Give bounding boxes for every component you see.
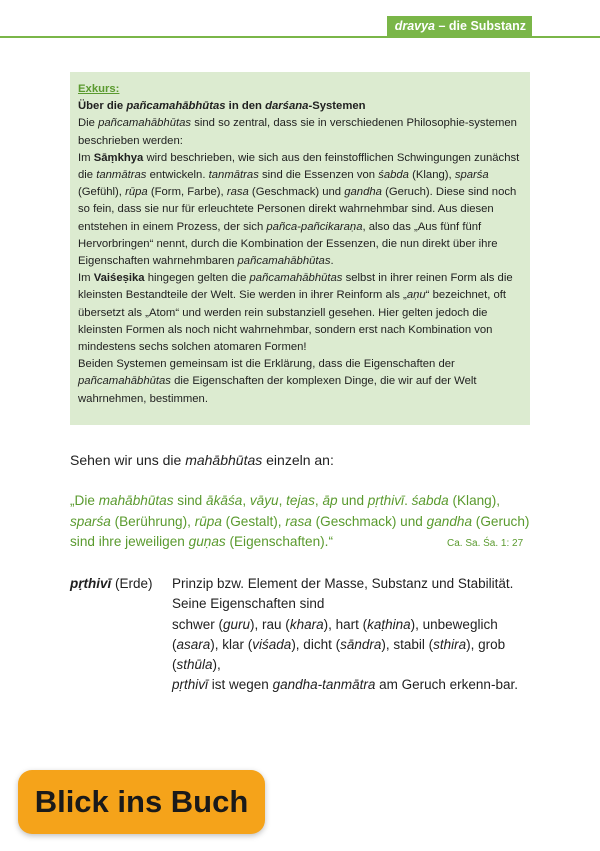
exkurs-paragraph-samkhya: Im Sāṃkhya wird beschrieben, wie sich aus den feinstofflichen Schwingungen zunächst die tanmātras entwickeln. tanmātras sind die Essenzen von śabda (Klang), sparśa (Gefühl), rūpa (Form, Farbe), rasa (Geschmack) und gandha (Geruch). Diese sind noch so fein, dass sie nur für erleuchtete Personen direkt wahrnehmbar sind. Aus diesen entstehen in einem Prozess, der sich pañca-pañcikaraṇa, also das „Aus fünf fünf Hervorbringen“ nennt, durch die Kombination der Essenzen, die nun direkt über ihre Eigenschaften wahrnehmbaren pañcamahābhūtas. xyxy=(78,151,520,268)
entry-definition: Prinzip bzw. Element der Masse, Substanz und Stabilität. Seine Eigenschaften sind schwer (guru), rau (khara), hart (kaṭhina), unbeweglich (asara), klar (viśada), dicht (sāndra), stabil (sthira), grob (sthūla), pṛthivī ist wegen gandha-tanmātra am Geruch erkenn-bar. xyxy=(172,576,518,693)
entry-term: pṛthivī (Erde) xyxy=(70,576,153,591)
header-term: dravya xyxy=(394,19,435,33)
exkurs-paragraph-1: Die pañcamahābhūtas sind so zentral, dass sie in verschiedenen Philosophie-systemen beschrieben werden: xyxy=(78,117,517,147)
exkurs-heading: Über die pañcamahābhūtas in den darśana-Systemen xyxy=(78,100,366,113)
header-rule xyxy=(0,36,600,38)
quotation: „Die mahābhūtas sind ākāśa, vāyu, tejas, āp und pṛthivī. śabda (Klang), sparśa (Berührung), rūpa (Gestalt), rasa (Geschmack) und gandha (Geruch) sind ihre jeweiligen guṇas (Eigenschaften).“ xyxy=(70,493,530,549)
exkurs-paragraph-vaisesika: Im Vaiśeṣika hingegen gelten die pañcamahābhūtas selbst in ihrer reinen Form als die kleinsten Bestandteile der Welt. Sie werden in ihrer Reinform als „aṇu“ bezeichnet, oft übersetzt als „Atom“ und werden rein substanziell gesehen. Hier gelten jedoch die kleinsten Formen als noch nicht wahrnehmbar, sondern erst nach Kombination von mindestens sechs solchen atomaren Formen! xyxy=(78,272,513,354)
header-rest: die Substanz xyxy=(448,19,526,33)
header-separator: – xyxy=(435,19,449,33)
blick-ins-buch-button[interactable]: Blick ins Buch xyxy=(18,770,265,834)
quote-source: Ca. Sa. Śa. 1: 27 xyxy=(447,538,524,549)
intro-sentence: Sehen wir uns die mahābhūtas einzeln an: xyxy=(70,452,334,468)
exkurs-label: Exkurs: xyxy=(78,83,120,95)
exkurs-box xyxy=(70,72,530,425)
running-header xyxy=(387,16,532,36)
exkurs-paragraph-conclusion: Beiden Systemen gemeinsam ist die Erklärung, dass die Eigenschaften der pañcamahābhūtas die Eigenschaften der komplexen Dinge, die wir auf der Welt wahrnehmen, bestimmen. xyxy=(78,358,477,405)
